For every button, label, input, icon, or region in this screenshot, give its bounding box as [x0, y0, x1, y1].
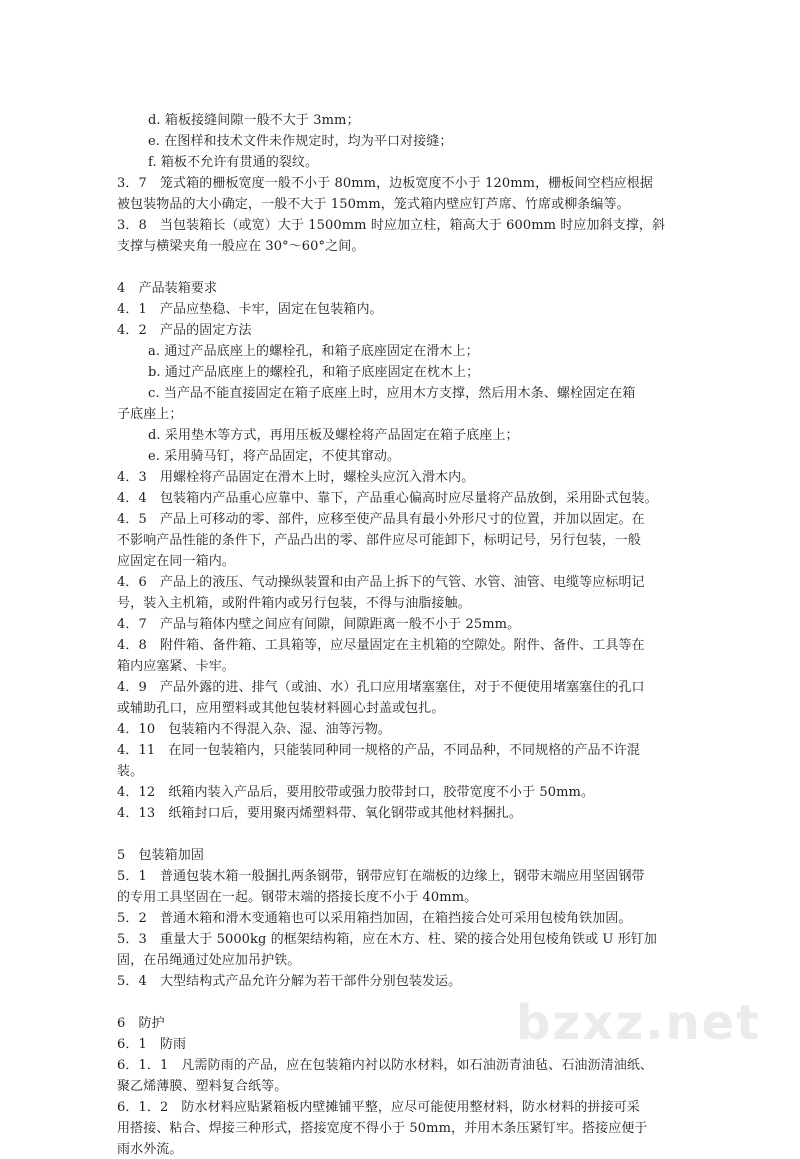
text-line: a. 通过产品底座上的螺栓孔，和箱子底座固定在滑木上；: [148, 344, 479, 359]
text-line: 固，在吊绳通过处应加吊护铁。: [117, 953, 301, 968]
text-line: f. 箱板不允许有贯通的裂纹。: [148, 155, 319, 170]
text-line: d. 箱板接缝间隙一般不大于 3mm；: [148, 113, 360, 128]
text-line: 聚乙烯薄膜、塑料复合纸等。: [117, 1079, 288, 1094]
text-line: 5．3 重量大于 5000kg 的框架结构箱，应在木方、柱、梁的接合处用包棱角铁或 U 形钉加: [117, 932, 658, 947]
text-line: 5．4 大型结构式产品允许分解为若干部件分别包装发运。: [117, 974, 462, 989]
text-line: 4．4 包装箱内产品重心应靠中、靠下，产品重心偏高时应尽量将产品放倒，采用卧式包装。: [117, 491, 658, 506]
text-line: 3．7 笼式箱的栅板宽度一般不小于 80mm，边板宽度不小于 120mm，栅板间空档应根据: [117, 176, 653, 191]
text-line: 6．1 防雨: [117, 1037, 187, 1052]
text-line: 4．6 产品上的液压、气动操纵装置和由产品上拆下的气管、水管、油管、电缆等应标明记: [117, 575, 645, 590]
text-line: b. 通过产品底座上的螺栓孔，和箱子底座固定在枕木上；: [148, 365, 480, 380]
text-line: 5 包装箱加固: [117, 848, 204, 863]
text-line: 4．10 包装箱内不得混入杂、湿、油等污物。: [117, 722, 392, 737]
text-line: 4．9 产品外露的进、排气（或油、水）孔口应用堵塞塞住，对于不便使用堵塞塞住的孔口: [117, 680, 645, 695]
text-line: 6 防护: [117, 1016, 165, 1031]
text-line: 4．3 用螺栓将产品固定在滑木上时，螺栓头应沉入滑木内。: [117, 470, 475, 485]
watermark: bzxz.net: [516, 995, 762, 1051]
text-line: 4．11 在同一包装箱内，只能装同种同一规格的产品，不同品种，不同规格的产品不许混: [117, 743, 640, 758]
text-line: 雨水外流。: [117, 1142, 183, 1157]
text-line: 或辅助孔口，应用塑料或其他包装材料圆心封盖或包扎。: [117, 701, 445, 716]
text-line: 4．5 产品上可移动的零、部件，应移至使产品具有最小外形尺寸的位置，并加以固定。在: [117, 512, 645, 527]
text-line: 支撑与横梁夹角一般应在 30°～60°之间。: [117, 239, 365, 254]
text-line: 5．1 普通包装木箱一般捆扎两条钢带，钢带应钉在端板的边缘上，钢带末端应用坚固钢带: [117, 869, 645, 884]
text-line: 4．8 附件箱、备件箱、工具箱等，应尽量固定在主机箱的空隙处。附件、备件、工具等在: [117, 638, 645, 653]
text-line: 4．2 产品的固定方法: [117, 323, 252, 338]
text-line: c. 当产品不能直接固定在箱子底座上时，应用木方支撑，然后用木条、螺栓固定在箱: [148, 386, 636, 401]
text-line: 箱内应塞紧、卡牢。: [117, 659, 235, 674]
text-line: 5．2 普通木箱和滑木变通箱也可以采用箱挡加固，在箱挡接合处可采用包棱角铁加固。: [117, 911, 632, 926]
text-line: 4 产品装箱要求: [117, 281, 218, 296]
text-line: 3．8 当包装箱长（或宽）大于 1500mm 时应加立柱，箱高大于 600mm 时应加斜支撑，斜: [117, 218, 666, 233]
text-line: d. 采用垫木等方式，再用压板及螺栓将产品固定在箱子底座上；: [148, 428, 519, 443]
text-line: 4．12 纸箱内装入产品后，要用胶带或强力胶带封口，胶带宽度不小于 50mm。: [117, 785, 595, 800]
text-line: 用搭接、粘合、焊接三种形式，搭接宽度不得小于 50mm，并用木条压紧钉牢。搭接应便于: [117, 1121, 648, 1136]
text-line: 不影响产品性能的条件下，产品凸出的零、部件应尽可能卸下，标明记号，另行包装，一般: [117, 533, 642, 548]
text-line: 子底座上；: [117, 407, 183, 422]
text-line: 应固定在同一箱内。: [117, 554, 235, 569]
text-line: 4．7 产品与箱体内壁之间应有间隙，间隙距离一般不小于 25mm。: [117, 617, 521, 632]
text-line: 号，装入主机箱，或附件箱内或另行包装，不得与油脂接触。: [117, 596, 471, 611]
text-line: e. 采用骑马钉，将产品固定，不使其窜动。: [148, 449, 401, 464]
text-line: 6．1．1 凡需防雨的产品，应在包装箱内衬以防水材料，如石油沥青油毡、石油沥清油纸、: [117, 1058, 654, 1073]
text-line: 的专用工具坚固在一起。钢带末端的搭接长度不小于 40mm。: [117, 890, 478, 905]
text-line: 4．1 产品应垫稳、卡牢，固定在包装箱内。: [117, 302, 383, 317]
text-line: 6．1．2 防水材料应贴紧箱板内壁摊铺平整，应尽可能使用整材料，防水材料的拼接可采: [117, 1100, 640, 1115]
text-line: 被包装物品的大小确定，一般不大于 150mm，笼式箱内壁应钉芦席、竹席或柳条编等。: [117, 197, 630, 212]
text-line: 4．13 纸箱封口后，要用聚丙烯塑料带、氧化钢带或其他材料捆扎。: [117, 806, 523, 821]
text-line: e. 在图样和技术文件未作规定时，均为平口对接缝；: [148, 134, 453, 149]
text-line: 装。: [117, 764, 144, 779]
